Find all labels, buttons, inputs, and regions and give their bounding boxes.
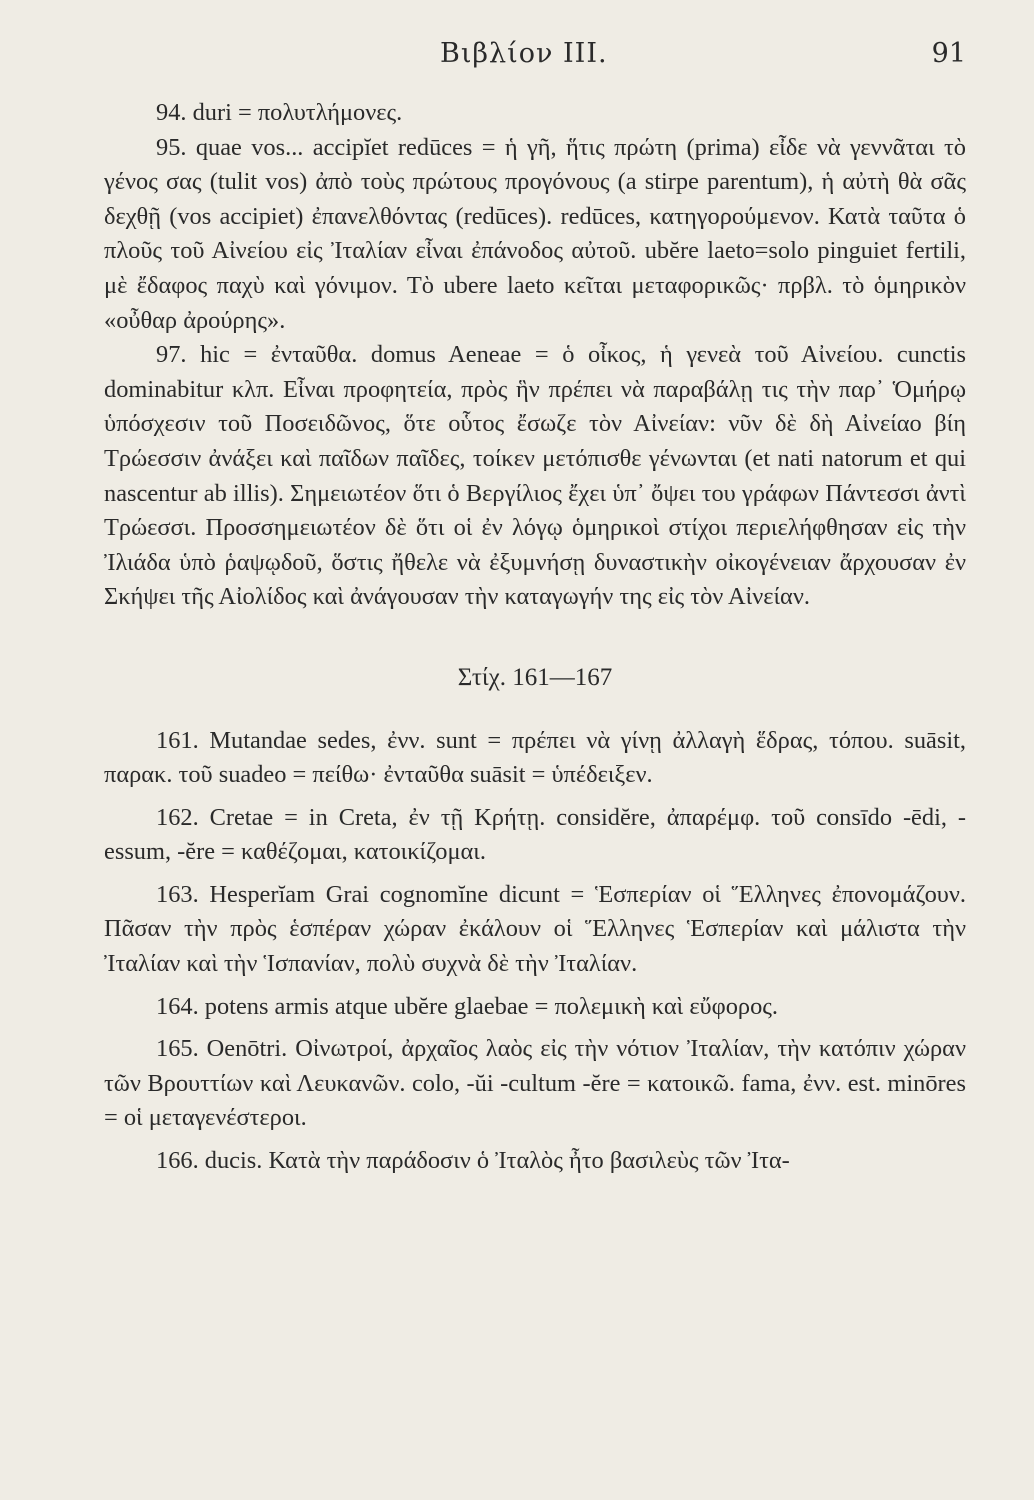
page-header bbox=[0, 38, 1034, 78]
page-number: 91 bbox=[931, 38, 966, 69]
note-165: 165. Oenōtri. Οἰνωτροί, ἀρχαῖος λαὸς εἰς τὴν νότιον Ἰταλίαν, τὴν κατόπιν χώραν τῶν Βρουττίων καὶ Λευκανῶν. colo, -ŭi -cultum -ĕre = κατοικῶ. fama, ἐνν. est. minōres = οἱ μεταγενέστεροι. bbox=[104, 1035, 966, 1132]
section-heading: Στίχ. 161—167 bbox=[457, 663, 613, 691]
lower-notes bbox=[104, 724, 966, 1179]
note-95: 95. quae vos... accipĭet redūces = ἡ γῆ, ἥτις πρώτη (prima) εἶδε νὰ γεννᾶται τὸ γένος σας (tulit vos) ἀπὸ τοὺς πρώτους προγόνους (a stirpe parentum), ἡ αὐτὴ θὰ σᾶς δεχθῇ (vos accipiet) ἐπανελθόντας (redūces). redūces, κατηγορούμενον. Κατὰ ταῦτα ὁ πλοῦς τοῦ Αἰνείου εἰς Ἰταλίαν εἶναι ἐπάνοδος αὐτοῦ. ubĕre laeto=solo pinguiet fertili, μὲ ἔδαφος παχὺ καὶ γόνιμον. Τὸ ubere laeto κεῖται μεταφορικῶς· πρβλ. τὸ ὁμηρικὸν «οὖθαρ ἀρούρης». bbox=[104, 133, 966, 334]
note-94: 94. duri = πολυτλήμονες. bbox=[156, 99, 403, 126]
note-161: 161. Mutandae sedes, ἐνν. sunt = πρέπει νὰ γίνῃ ἀλλαγὴ ἕδρας, τόπου. suāsit, παρακ. τοῦ suadeo = πείθω· ἐνταῦθα suāsit = ὑπέδειξεν. bbox=[104, 726, 966, 789]
note-166: 166. ducis. Κατὰ τὴν παράδοσιν ὁ Ἰταλὸς ἦτο βασιλεὺς τῶν Ἰτα- bbox=[156, 1147, 790, 1175]
running-title: Βιβλίον III. bbox=[440, 38, 608, 69]
note-163: 163. Hesperĭam Grai cognomĭne dicunt = Ἑσπερίαν οἱ Ἕλληνες ἐπονομάζουν. Πᾶσαν τὴν πρὸς ἑσπέραν χώραν ἐκάλουν οἱ Ἕλληνες Ἑσπερίαν καὶ μάλιστα τὴν Ἰταλίαν καὶ τὴν Ἱσπανίαν, πολὺ συχνὰ δὲ τὴν Ἰταλίαν. bbox=[104, 880, 966, 978]
note-164: 164. potens armis atque ubĕre glaebae = πολεμικὴ καὶ εὔφορος. bbox=[156, 992, 779, 1020]
commentary-text bbox=[104, 96, 966, 1179]
note-97: 97. hic = ἐνταῦθα. domus Aeneae = ὁ οἶκος, ἡ γενεὰ τοῦ Αἰνείου. cunctis dominabitur κλπ. Εἶναι προφητεία, πρὸς ἣν πρέπει νὰ παραβάλῃ τις τὴν παρ᾽ Ὁμήρῳ ὑπόσχεσιν τοῦ Ποσειδῶνος, ὅτε οὗτος ἔσωζε τὸν Αἰνείαν: νῦν δὲ δὴ Αἰνείαο βίη Τρώεσσιν ἀνάξει καὶ παῖδων παῖδες, τοίκεν μετόπισθε γένωνται (et nati natorum et qui nascentur ab illis). Σημειωτέον ὅτι ὁ Βεργίλιος ἔχει ὑπ᾽ ὄψει του γράφων Πάντεσσι ἀντὶ Τρώεσσι. Προσσημειωτέον δὲ ὅτι οἱ ἐν λόγῳ ὁμηρικοὶ στίχοι περιελήφθησαν εἰς τὴν Ἰλιάδα ὑπὸ ῥαψῳδοῦ, ὅστις ἤθελε νὰ ἐξυμνήσῃ δυναστικὴν οἰκογένειαν ἄρχουσαν ἐν Σκήψει τῆς Αἰολίδος καὶ ἀνάγουσαν τὴν καταγωγήν της εἰς τὸν Αἰνείαν. bbox=[104, 341, 966, 611]
note-162: 162. Cretae = in Creta, ἐν τῇ Κρήτῃ. considĕre, ἀπαρέμφ. τοῦ consīdo -ēdi, -essum, -ĕre = καθέζομαι, κατοικίζομαι. bbox=[104, 803, 966, 866]
